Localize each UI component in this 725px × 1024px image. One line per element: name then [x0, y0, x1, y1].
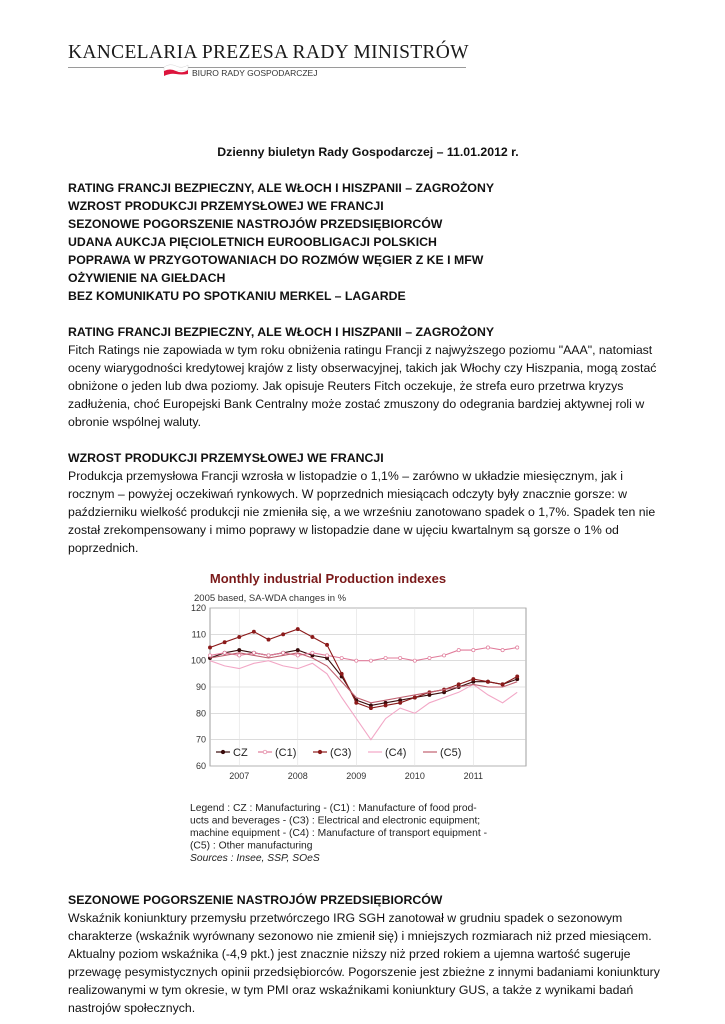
data-point — [311, 651, 314, 654]
bulletin-content — [68, 143, 660, 1017]
data-point — [384, 656, 387, 659]
section-body: Fitch Ratings nie zapowiada w tym roku obniżenia ratingu Francji z najwyższego poziomu "AAA", natomiast oceny wiarygodności kredytowej krajów z listy obserwacyjnej, takich jak Włochy czy Hiszpania, mogą zostać obniżone o jeden lub dwa poziomy. Jak opisuje Reuters Fitch oczekuje, że strefa euro przetrwa kryzys zadłużenia, choć Europejski Bank Centralny może zostać zmuszony do odegrania bardziej aktywnej roli w obronie wspólnej waluty. — [68, 343, 657, 429]
data-point — [238, 654, 241, 657]
polish-flag-icon — [163, 62, 189, 76]
data-point — [457, 683, 460, 686]
data-point — [472, 649, 475, 652]
data-point — [208, 654, 211, 657]
data-point — [325, 654, 328, 657]
data-point — [267, 654, 270, 657]
legend-label: (C4) — [385, 747, 407, 759]
data-point — [486, 680, 489, 683]
data-point — [223, 651, 226, 654]
headline-item: SEZONOWE POGORSZENIE NASTROJÓW PRZEDSIĘBIORCÓW — [68, 217, 443, 231]
chart-sources: Sources : Insee, SSP, SOeS — [190, 853, 320, 864]
data-point — [399, 656, 402, 659]
data-point — [501, 649, 504, 652]
data-point — [457, 649, 460, 652]
data-point — [501, 683, 504, 686]
data-point — [486, 646, 489, 649]
section-heading: WZROST PRODUKCJI PRZEMYSŁOWEJ WE FRANCJI — [68, 451, 384, 465]
headline-item: WZROST PRODUKCJI PRZEMYSŁOWEJ WE FRANCJI — [68, 199, 384, 213]
y-tick-label: 80 — [195, 708, 206, 719]
headline-item: POPRAWA W PRZYGOTOWANIACH DO ROZMÓW WĘGIER Z KE I MFW — [68, 253, 484, 267]
data-point — [296, 627, 299, 630]
data-point — [413, 659, 416, 662]
section-body: Wskaźnik koniunktury przemysłu przetwórczego IRG SGH zanotował w grudniu spadek o sezonowym charakterze (wskaźnik wyrównany sezonowo nie zmienił się) i mniejszych rozmiarach niż przed miesiącem. Aktualny poziom wskaźnika (-4,9 pkt.) jest znacznie niższy niż przed rokiem a ujemna wartość sugeruje przewagę pesymistycznych opinii przedsiębiorców. Pogorszenie jest zbieżne z innymi badaniami koniunktury realizowanymi w tym okresie, w tym PMI oraz wskaźnikami koniunktury GUS, a także z wynikami badań nastrojów społecznych. — [68, 911, 660, 1015]
headline-item: RATING FRANCJI BEZPIECZNY, ALE WŁOCH I HISZPANII – ZAGROŻONY — [68, 181, 495, 195]
x-tick-label: 2009 — [346, 771, 367, 781]
data-point — [208, 646, 211, 649]
legend-caption-line: (C5) : Other manufacturing — [190, 840, 313, 852]
y-tick-label: 90 — [195, 682, 206, 692]
data-point — [223, 641, 226, 644]
data-point — [252, 630, 255, 633]
chart-subtitle: 2005 based, SA-WDA changes in % — [194, 593, 347, 604]
data-point — [282, 651, 285, 654]
data-point — [369, 706, 372, 709]
data-point — [472, 678, 475, 681]
data-point — [355, 659, 358, 662]
data-point — [428, 656, 431, 659]
section-body: Produkcja przemysłowa Francji wzrosła w listopadzie o 1,1% – zarówno w układzie miesięcznym, jak i rocznym – powyżej oczekiwań rynkowych. W poprzednich miesiącach odczyty były znacznie gorsze: w październiku wielkość produkcji nie zmieniła się, a we wrześniu zanotowano spadek o 1,7%. Spadek ten nie został zrekompensowany i mimo poprawy w listopadzie dane w ujęciu kwartalnym są gorsze o 1% od poprzednich. — [68, 469, 656, 555]
bureau-name: BIURO RADY GOSPODARCZEJ — [192, 68, 318, 78]
data-point — [238, 635, 241, 638]
y-tick-label: 120 — [190, 603, 206, 613]
y-tick-label: 60 — [195, 761, 206, 771]
legend-marker — [318, 750, 322, 754]
section-heading: SEZONOWE POGORSZENIE NASTROJÓW PRZEDSIĘBIORCÓW — [68, 893, 443, 907]
x-tick-label: 2010 — [404, 771, 425, 781]
headline-item: BEZ KOMUNIKATU PO SPOTKANIU MERKEL – LAGARDE — [68, 289, 406, 303]
chart-svg — [68, 565, 660, 885]
data-point — [325, 643, 328, 646]
data-point — [442, 654, 445, 657]
industrial-production-chart — [68, 565, 660, 885]
data-point — [252, 651, 255, 654]
headline-item: OŻYWIENIE NA GIEŁDACH — [68, 271, 226, 285]
data-point — [399, 701, 402, 704]
data-point — [296, 654, 299, 657]
data-point — [282, 633, 285, 636]
x-tick-label: 2007 — [229, 771, 250, 781]
data-point — [238, 649, 241, 652]
data-point — [516, 646, 519, 649]
chart-title: Monthly industrial Production indexes — [209, 571, 447, 586]
data-point — [267, 638, 270, 641]
legend-marker — [221, 750, 225, 754]
x-tick-label: 2011 — [463, 771, 484, 781]
organization-name: KANCELARIA PREZESA RADY MINISTRÓW — [68, 42, 469, 63]
data-point — [516, 675, 519, 678]
legend-label: (C1) — [275, 747, 297, 759]
letterhead — [68, 42, 469, 78]
x-tick-label: 2008 — [287, 771, 308, 781]
bulletin-title: Dzienny biuletyn Rady Gospodarczej – 11.01.2012 r. — [217, 145, 519, 159]
legend-label: (C3) — [330, 747, 352, 759]
legend-label: CZ — [233, 747, 248, 759]
chart-caption — [190, 803, 487, 864]
y-tick-label: 70 — [195, 734, 206, 745]
y-tick-label: 110 — [191, 629, 206, 640]
data-point — [296, 649, 299, 652]
data-point — [340, 656, 343, 659]
data-point — [311, 635, 314, 638]
data-point — [369, 659, 372, 662]
data-point — [413, 696, 416, 699]
headline-list — [68, 179, 660, 305]
data-point — [355, 701, 358, 704]
headline-item: UDANA AUKCJA PIĘCIOLETNICH EUROOBLIGACJI POLSKICH — [68, 235, 437, 249]
legend-caption-line: machine equipment - (C4) : Manufacture of transport equipment - — [190, 828, 488, 839]
data-point — [384, 704, 387, 707]
chart-grid — [210, 608, 526, 766]
legend-label: (C5) — [440, 747, 462, 759]
section-heading: RATING FRANCJI BEZPIECZNY, ALE WŁOCH I HISZPANII – ZAGROŻONY — [68, 325, 495, 339]
y-tick-label: 100 — [190, 655, 206, 666]
legend-caption-line: Legend : CZ : Manufacturing - (C1) : Manufacture of food prod- — [190, 803, 477, 814]
data-point — [340, 672, 343, 675]
legend-caption-line: ucts and beverages - (C3) : Electrical and electronic equipment; — [190, 815, 481, 827]
legend-marker — [263, 750, 267, 754]
